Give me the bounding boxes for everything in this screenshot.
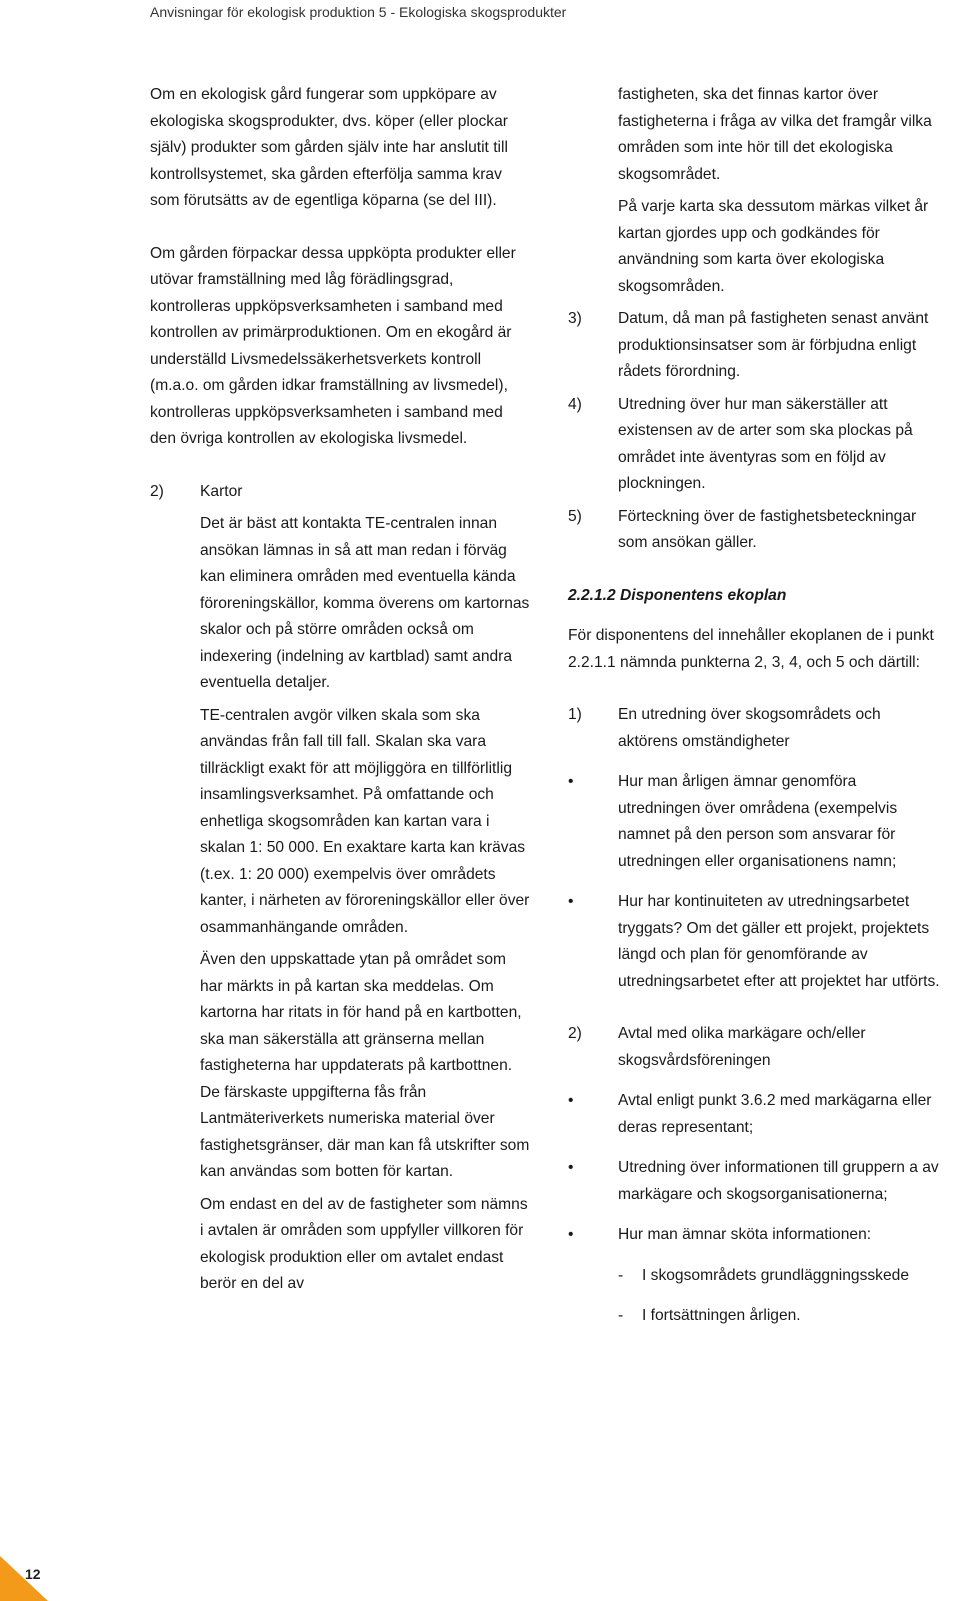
left-column [150,82,530,1298]
dash-text: I skogsområdets grundläggningsskede [642,1266,909,1284]
bullet-marker: • [568,1159,574,1176]
section-intro: För disponentens del innehåller ekoplanen de i punkt 2.2.1.1 nämnda punkterna 2, 3, 4, och 5 och därtill: [568,627,934,671]
item-text: En utredning över skogsområdets och aktörens omständigheter [618,706,881,750]
list-item-4 [568,392,940,498]
list-item-1 [568,702,940,755]
paragraph-uppkopare: Om en ekologisk gård fungerar som uppköpare av ekologiska skogsprodukter, dvs. köper (eller plockar själv) produkter som gården själv inte har anslutit till kontrollsystemet, ska gården efterfölja samma krav som förutsätts av de egentliga köparna (se del III). [150,86,508,209]
item-text: Förteckning över de fastighetsbeteckningar som ansökan gäller. [618,507,917,551]
kartor-paragraph-2: TE-centralen avgör vilken skala som ska användas från fall till fall. Skalan ska vara tillräckligt exakt för att möjliggöra en tillförlitlig insamlingsverksamhet. På omfattande och enhetliga skogsområden kan kartan vara i skalan 1: 50 000. En exaktare karta kan krävas (t.ex. 1: 20 000) exempelvis över områdets kanter, i närheten av föroreningskällor eller över osammanhängande områden. [200,706,530,936]
item-number: 5) [568,507,582,525]
kartor-paragraph-3: Även den uppskattade ytan på området som har märkts in på kartan ska meddelas. Om kartorna har ritats in för hand på en kartbotten, ska man säkerställa att gränserna mellan fastigheterna har uppdaterats på kartbottnen. De färskaste uppgifterna fås från Lantmäteriverkets numeriska material över fastighetsgränser, där man kan få utskrifter som kan användas som botten för kartan. [200,951,530,1180]
kartor-paragraph-1: Det är bäst att kontakta TE-centralen innan ansökan lämnas in så att man redan i förväg kan eliminera områden med eventuella kända föroreningskällor, komma överens om kartornas skalor och på större områden också om indexering (indelning av kartblad) samt andra eventuella detaljer. [200,515,530,691]
bullet-item [568,1088,940,1141]
continued-paragraph: fastigheten, ska det finnas kartor över fastigheterna i fråga av vilka det framgår vilka områden som inte hör till det ekologiska skogsområdet. [618,86,932,183]
list-item-3 [568,306,940,386]
bullet-item [568,769,940,875]
dash-text: I fortsättningen årligen. [642,1307,801,1324]
continued-paragraph-2: På varje karta ska dessutom märkas vilket år kartan gjordes upp och godkändes för användning som karta över ekologiska skogsområden. [618,198,929,295]
page-number: 12 [25,1566,41,1582]
item-number: 1) [568,706,582,723]
bullet-text: Hur har kontinuiteten av utredningsarbetet tryggats? Om det gäller ett projekt, projektets längd och plan för genomförande av utredningsarbetet efter att projektet har utförts. [618,893,940,990]
dash-marker: - [618,1266,624,1284]
bullet-item [568,1155,940,1208]
item-number: 2) [568,1025,582,1042]
item-number: 2) [150,482,164,500]
paragraph-forpackning: Om gården förpackar dessa uppköpta produkter eller utövar framställning med låg förädlingsgrad, kontrolleras uppköpsverksamheten i samband med kontrollen av primärproduktionen. Om en ekogård är underställd Livsmedelssäkerhetsverkets kontroll (m.a.o. om gården idkar framställning av livsmedel), kontrolleras uppköpsverksamheten i samband med den övriga kontrollen av ekologiska livsmedel. [150,244,516,447]
bullet-text: Avtal enligt punkt 3.6.2 med markägarna eller deras representant; [618,1092,932,1136]
item-number: 3) [568,310,582,327]
list-item-2 [568,1021,940,1074]
list-item-5 [568,504,940,557]
bullet-marker: • [568,773,574,790]
right-column [568,82,940,1330]
bullet-marker: • [568,893,574,910]
bullet-text: Hur man årligen ämnar genomföra utredningen över områdena (exempelvis namnet på den person som ansvarar för utredningen eller organisationens namn; [618,773,898,870]
kartor-paragraph-4: Om endast en del av de fastigheter som nämns i avtalen är områden som uppfyller villkoren för ekologisk produktion eller om avtalet endast berör en del av [200,1195,528,1292]
section-heading: 2.2.1.2 Disponentens ekoplan [568,586,787,604]
item-text: Utredning över hur man säkerställer att existensen av de arter som ska plockas på området inte äventyras som en följd av plockningen. [618,395,913,492]
running-header: Anvisningar för ekologisk produktion 5 - Ekologiska skogsprodukter [150,4,567,20]
bullet-text: Utredning över informationen till gruppern a av markägare och skogsorganisationerna; [618,1159,939,1203]
item-text: Datum, då man på fastigheten senast använt produktionsinsatser som är förbjudna enligt rådets förordning. [618,310,929,380]
bullet-item [568,1222,940,1249]
item-text: Avtal med olika markägare och/eller skogsvårdsföreningen [618,1025,866,1069]
bullet-marker: • [568,1092,574,1109]
item-number: 4) [568,395,582,413]
bullet-item [568,889,940,995]
list-item-kartor [150,479,530,506]
dash-item [568,1263,940,1290]
item-title: Kartor [200,482,243,500]
bullet-marker: • [568,1226,574,1243]
dash-item [568,1303,940,1330]
dash-marker: - [618,1307,624,1324]
bullet-text: Hur man ämnar sköta informationen: [618,1226,872,1243]
